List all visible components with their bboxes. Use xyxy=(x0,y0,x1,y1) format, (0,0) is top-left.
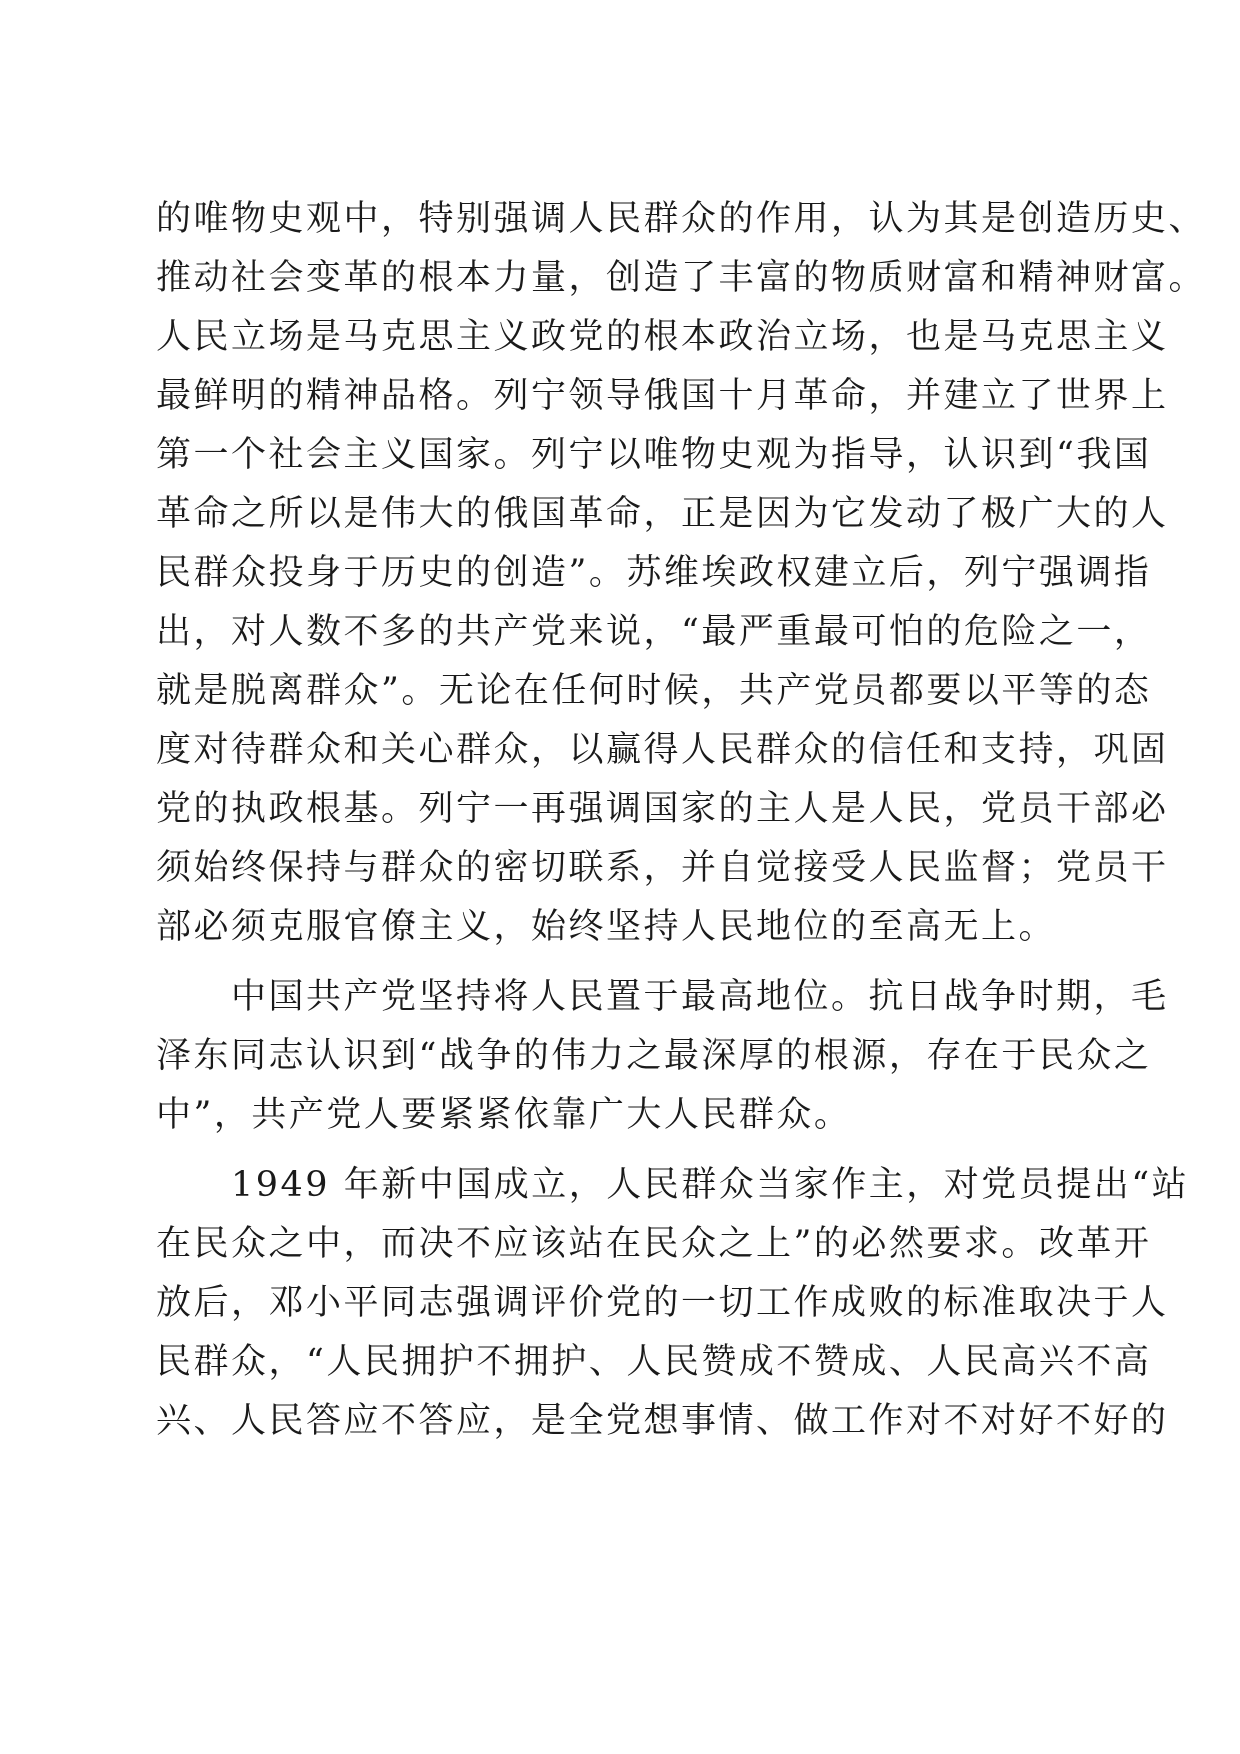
text-line: 党的执政根基。列宁一再强调国家的主人是人民，党员干部必 xyxy=(156,789,1169,829)
text-line: 须始终保持与群众的密切联系，并自觉接受人民监督；党员干 xyxy=(156,848,1169,888)
paragraph-gap xyxy=(156,957,1116,968)
text-line: 1949 年新中国成立，人民群众当家作主，对党员提出“站 xyxy=(156,1165,1190,1205)
text-line: 中国共产党坚持将人民置于最高地位。抗日战争时期，毛 xyxy=(156,977,1169,1017)
paragraph-gap xyxy=(156,1145,1116,1156)
text-line: 出，对人数不多的共产党来说，“最严重最可怕的危险之一， xyxy=(156,612,1152,652)
text-line: 民群众投身于历史的创造”。苏维埃政权建立后，列宁强调指 xyxy=(156,553,1152,593)
text-line: 中”，共产党人要紧紧依靠广大人民群众。 xyxy=(156,1095,852,1135)
text-line: 最鲜明的精神品格。列宁领导俄国十月革命，并建立了世界上 xyxy=(156,376,1169,416)
text-line: 在民众之中，而决不应该站在民众之上”的必然要求。改革开 xyxy=(156,1224,1152,1264)
text-line: 的唯物史观中，特别强调人民群众的作用，认为其是创造历史、 xyxy=(156,199,1207,239)
text-line: 兴、人民答应不答应，是全党想事情、做工作对不对好不好的 xyxy=(156,1401,1169,1441)
text-line: 度对待群众和关心群众，以赢得人民群众的信任和支持，巩固 xyxy=(156,730,1169,770)
text-line: 放后，邓小平同志强调评价党的一切工作成败的标准取决于人 xyxy=(156,1283,1169,1323)
text-line: 泽东同志认识到“战争的伟力之最深厚的根源，存在于民众之 xyxy=(156,1036,1152,1076)
text-line: 人民立场是马克思主义政党的根本政治立场，也是马克思主义 xyxy=(156,317,1169,357)
text-line: 第一个社会主义国家。列宁以唯物史观为指导，认识到“我国 xyxy=(156,435,1152,475)
text-line: 革命之所以是伟大的俄国革命，正是因为它发动了极广大的人 xyxy=(156,494,1169,534)
text-line: 部必须克服官僚主义，始终坚持人民地位的至高无上。 xyxy=(156,907,1057,947)
text-line: 民群众，“人民拥护不拥护、人民赞成不赞成、人民高兴不高 xyxy=(156,1342,1152,1382)
text-line: 就是脱离群众”。无论在任何时候，共产党员都要以平等的态 xyxy=(156,671,1152,711)
text-line: 推动社会变革的根本力量，创造了丰富的物质财富和精神财富。 xyxy=(156,258,1207,298)
body-text xyxy=(156,190,1207,1451)
